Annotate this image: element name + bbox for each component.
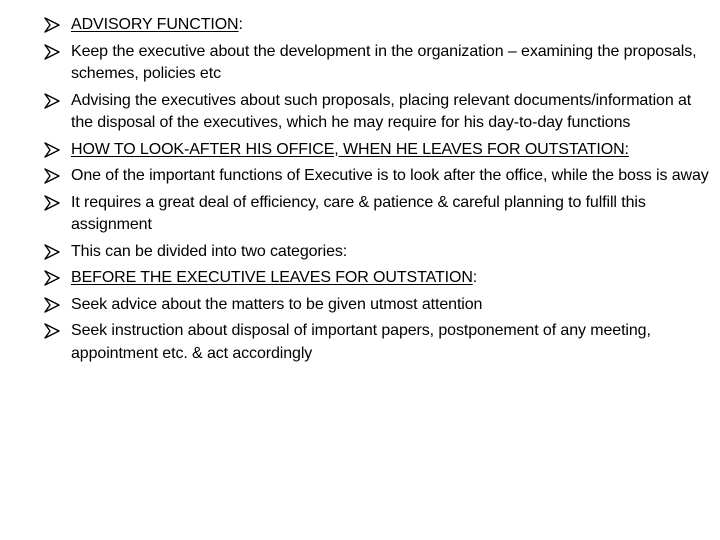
bullet-text: Keep the executive about the development in the organization – examining the proposals, schemes, policies etc — [71, 42, 697, 82]
bullet-item-before-leaving-heading — [44, 267, 710, 290]
bullet-item — [44, 320, 710, 365]
bullet-text: Seek advice about the matters to be given utmost attention — [71, 295, 483, 313]
bullet-text: One of the important functions of Executive is to look after the office, while the boss is away — [71, 167, 709, 184]
bullet-text: This can be divided into two categories: — [71, 242, 348, 260]
arrowhead-bullet-icon — [44, 194, 60, 212]
arrowhead-bullet-icon — [44, 269, 60, 287]
arrowhead-bullet-icon — [44, 243, 60, 261]
bullet-text: It requires a great deal of efficiency, care & patience & careful planning to fulfill this assignment — [71, 193, 646, 233]
bullet-item — [44, 294, 710, 317]
arrowhead-bullet-icon — [44, 322, 60, 340]
bullet-item — [44, 165, 710, 188]
heading-suffix: : — [472, 269, 478, 286]
heading-underlined-text: HOW TO LOOK-AFTER HIS OFFICE, WHEN HE LEAVES FOR OUTSTATION: — [71, 140, 629, 158]
arrowhead-bullet-icon — [44, 296, 60, 314]
bullet-item — [44, 241, 710, 264]
heading-underlined-text: ADVISORY FUNCTION — [71, 16, 239, 33]
heading-underlined-text: BEFORE THE EXECUTIVE LEAVES FOR OUTSTATION — [71, 269, 473, 286]
arrowhead-bullet-icon — [44, 92, 60, 110]
arrowhead-bullet-icon — [44, 167, 60, 185]
arrowhead-bullet-icon — [44, 16, 60, 34]
bullet-item — [44, 41, 710, 86]
arrowhead-bullet-icon — [44, 43, 60, 61]
bullet-item-advisory-function-heading — [44, 14, 710, 37]
bullet-item — [44, 90, 710, 135]
heading-suffix: : — [238, 16, 243, 33]
bullet-item — [44, 192, 710, 237]
bullet-text: Seek instruction about disposal of important papers, postponement of any meeting, appointment etc. & act accordingly — [71, 322, 651, 362]
bullet-text: Advising the executives about such proposals, placing relevant documents/information at the disposal of the executives, which he may require for his day-to-day functions — [71, 91, 692, 131]
bullet-list — [44, 14, 710, 369]
arrowhead-bullet-icon — [44, 141, 60, 159]
bullet-item-office-heading — [44, 139, 710, 162]
